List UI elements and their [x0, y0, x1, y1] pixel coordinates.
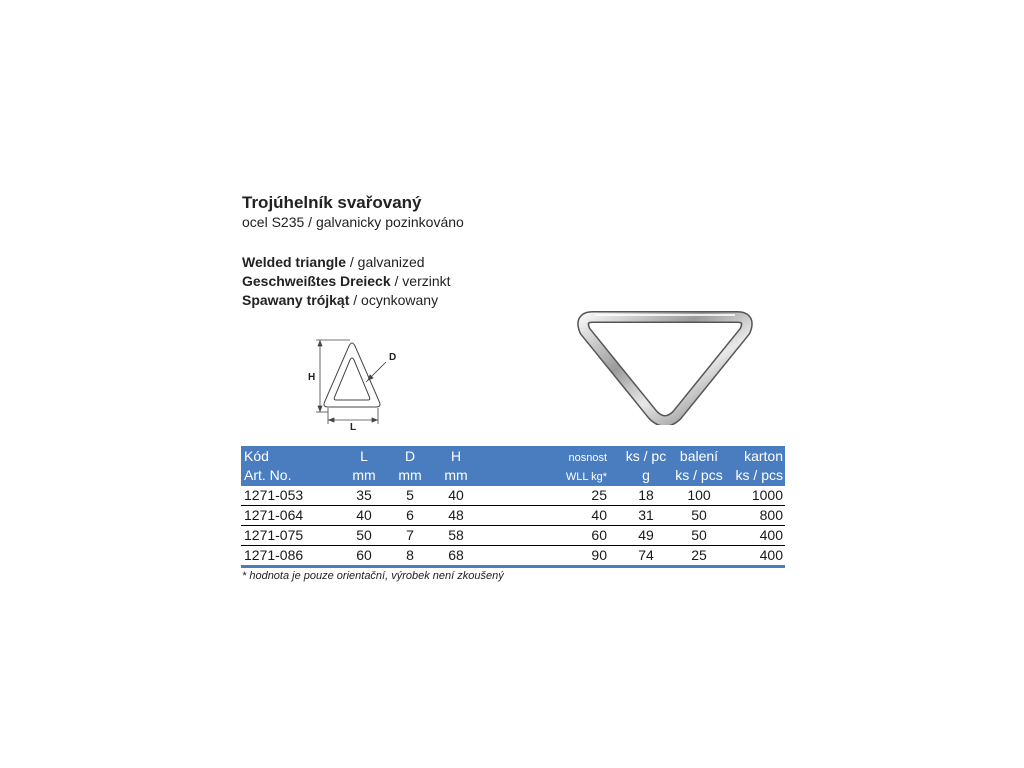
header-wll-unit: WLL kg* — [565, 471, 607, 483]
product-subtitle: ocel S235 / galvanicky pozinkováno — [242, 214, 464, 230]
cell-h: 48 — [448, 507, 464, 523]
table-row — [241, 486, 785, 506]
dimension-lines — [316, 340, 386, 424]
header-weight-unit: g — [642, 467, 650, 483]
cell-code: 1271-075 — [244, 527, 304, 543]
cell-d: 7 — [406, 527, 414, 543]
table-row — [241, 546, 785, 568]
cell-weight: 49 — [638, 527, 654, 543]
cell-l: 40 — [356, 507, 372, 523]
header-l: L — [360, 448, 368, 464]
cell-packaging: 50 — [691, 527, 707, 543]
product-photo — [575, 305, 755, 425]
cell-code: 1271-053 — [244, 487, 304, 503]
header-packaging-unit: ks / pcs — [675, 467, 723, 483]
translation-pl — [242, 292, 438, 308]
header-wll: nosnost — [568, 452, 607, 464]
cell-wll: 40 — [591, 507, 607, 523]
cell-carton: 400 — [759, 527, 783, 543]
cell-packaging: 50 — [691, 507, 707, 523]
header-l-unit: mm — [352, 467, 376, 483]
cell-wll: 25 — [591, 487, 607, 503]
dimension-l-label: L — [350, 422, 357, 432]
translation-en-name: Welded triangle — [242, 254, 346, 270]
cell-h: 40 — [448, 487, 464, 503]
cell-l: 35 — [356, 487, 372, 503]
ring-metal — [583, 317, 747, 421]
cell-carton: 400 — [759, 547, 783, 563]
translation-en-finish: / galvanized — [345, 254, 425, 270]
footnote: * hodnota je pouze orientační, výrobek není zkoušený — [242, 570, 504, 582]
cell-d: 8 — [406, 547, 414, 563]
cell-l: 50 — [356, 527, 372, 543]
cell-weight: 74 — [638, 547, 654, 563]
translation-de-finish: / verzinkt — [390, 273, 451, 289]
product-title: Trojúhelník svařovaný — [242, 193, 422, 212]
dimension-h-label: H — [308, 372, 316, 383]
cell-d: 6 — [406, 507, 414, 523]
cell-weight: 31 — [638, 507, 654, 523]
header-d-unit: mm — [398, 467, 422, 483]
cell-carton: 1000 — [751, 487, 783, 503]
header-packaging: balení — [679, 448, 719, 464]
header-d: D — [404, 448, 416, 464]
cell-h: 58 — [448, 527, 464, 543]
spec-table — [241, 446, 785, 568]
header-h: H — [450, 448, 462, 464]
translation-de — [242, 273, 451, 289]
ring-outer-shadow — [583, 317, 747, 421]
cell-packaging: 25 — [691, 547, 707, 563]
cell-code: 1271-086 — [244, 547, 304, 563]
cell-wll: 60 — [591, 527, 607, 543]
translation-pl-finish: / ocynkowany — [349, 292, 439, 308]
header-h-unit: mm — [444, 467, 468, 483]
cell-carton: 800 — [759, 507, 783, 523]
cell-packaging: 100 — [687, 487, 711, 503]
table-row — [241, 526, 785, 546]
triangle-outline — [324, 343, 380, 407]
header-code: Kód — [244, 448, 269, 464]
translation-de-name: Geschweißtes Dreieck — [242, 273, 391, 289]
translation-pl-name: Spawany trójkąt — [242, 292, 350, 308]
triangle-dimension-drawing — [306, 332, 402, 432]
table-header — [241, 446, 785, 486]
cell-weight: 18 — [638, 487, 654, 503]
cell-code: 1271-064 — [244, 507, 304, 523]
cell-l: 60 — [356, 547, 372, 563]
table-row — [241, 506, 785, 526]
header-weight: ks / pc — [625, 448, 667, 464]
dimension-d-label: D — [389, 352, 397, 363]
header-art-no: Art. No. — [244, 467, 292, 483]
cell-wll: 90 — [591, 547, 607, 563]
header-carton: karton — [744, 448, 783, 464]
header-carton-unit: ks / pcs — [735, 467, 783, 483]
cell-d: 5 — [406, 487, 414, 503]
translation-en — [242, 254, 425, 270]
cell-h: 68 — [448, 547, 464, 563]
